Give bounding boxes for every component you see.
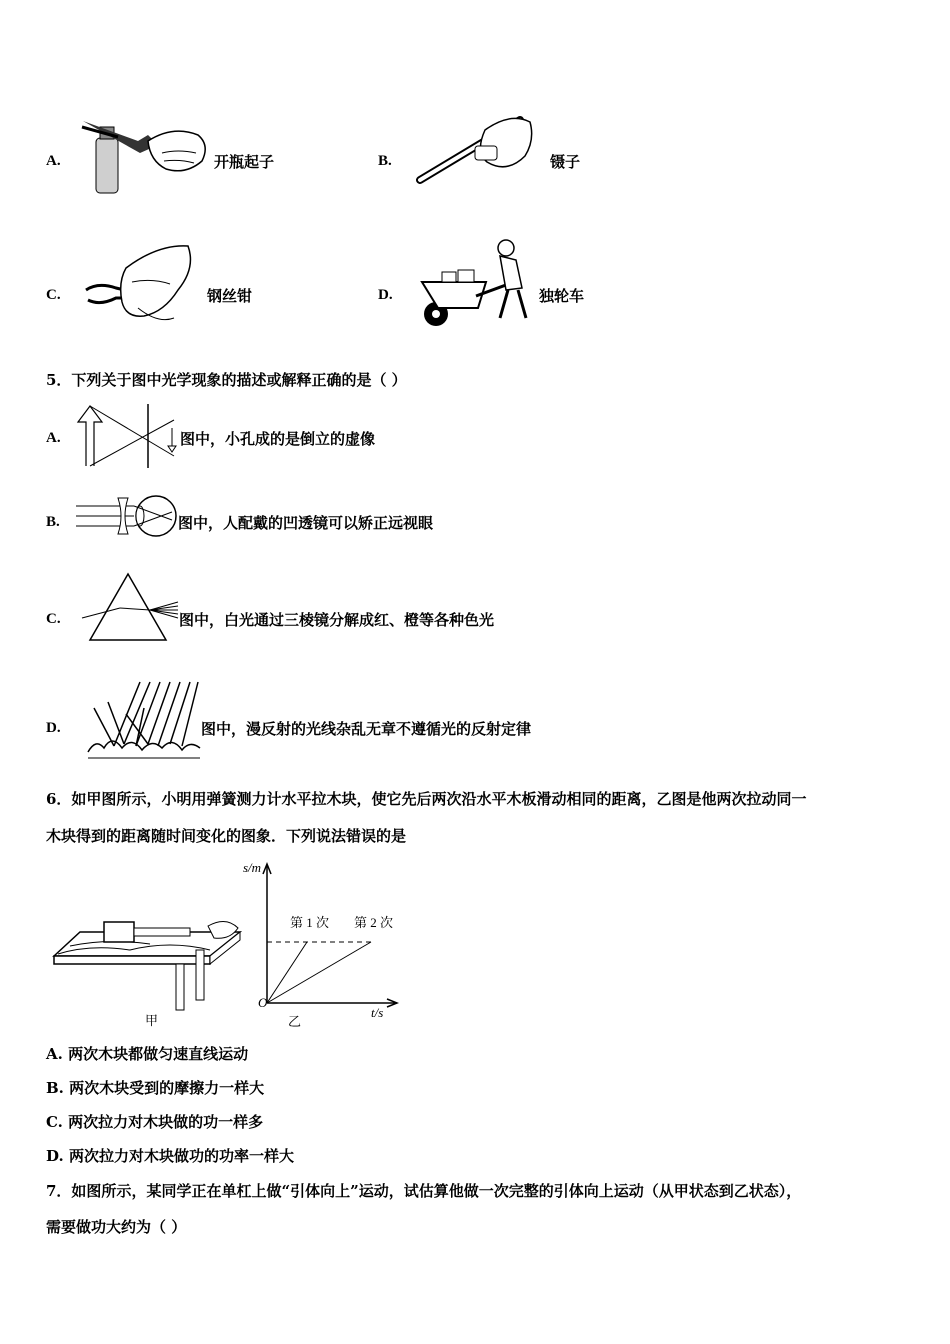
option-text: 镊子 <box>550 153 581 171</box>
q6-option-c <box>46 1113 263 1131</box>
option-text: 独轮车 <box>539 287 585 305</box>
option-letter: D. <box>46 720 61 736</box>
q6-option-a <box>46 1045 248 1063</box>
option-letter: C. <box>46 1113 63 1131</box>
option-text: 两次拉力对木块做的功一样多 <box>68 1113 264 1131</box>
q6-stem-line1: 6．如甲图所示，小明用弹簧测力计水平拉木块，使它先后两次沿水平木板滑动相同的距离，乙图是他两次拉动同一 <box>46 790 807 808</box>
option-letter: B. <box>46 1079 64 1097</box>
option-text: 图中，小孔成的是倒立的虚像 <box>180 430 376 448</box>
bottle-opener-image <box>78 113 213 195</box>
q5-stem: 5．下列关于图中光学现象的描述或解释正确的是（ ） <box>46 371 407 389</box>
option-text: 图中，漫反射的光线杂乱无章不遵循光的反射定律 <box>201 720 532 738</box>
option-letter: A. <box>46 1045 63 1063</box>
pinhole-camera-figure <box>72 402 180 470</box>
option-text: 图中，白光通过三棱镜分解成红、橙等各种色光 <box>179 611 495 629</box>
q6-option-d <box>46 1147 294 1165</box>
y-axis-label: s/m <box>243 860 262 875</box>
concave-lens-eye-figure <box>74 490 178 540</box>
option-letter: C. <box>46 611 61 627</box>
option-letter: D. <box>378 287 393 303</box>
figure-label-yi: 乙 <box>288 1015 302 1030</box>
option-letter: C. <box>46 287 61 303</box>
option-letter: A. <box>46 430 61 446</box>
option-text: 两次木块受到的摩擦力一样大 <box>69 1079 265 1097</box>
line1-label: 第 1 次 <box>290 915 330 930</box>
prism-dispersion-figure <box>78 572 180 644</box>
option-text: 开瓶起子 <box>214 153 275 171</box>
q6-option-b <box>46 1079 264 1097</box>
wheelbarrow-image <box>416 238 541 330</box>
option-text: 图中，人配戴的凹透镜可以矫正远视眼 <box>178 514 434 532</box>
q6-stem-line2: 木块得到的距离随时间变化的图象．下列说法错误的是 <box>46 827 407 845</box>
option-text: 两次木块都做匀速直线运动 <box>68 1045 249 1063</box>
x-axis-label: t/s <box>371 1005 384 1020</box>
pliers-image <box>78 238 198 330</box>
distance-time-graph <box>255 858 405 1023</box>
option-text: 两次拉力对木块做功的功率一样大 <box>68 1147 294 1165</box>
origin-label: O <box>258 995 268 1010</box>
option-letter: B. <box>378 153 392 169</box>
option-letter: D. <box>46 1147 64 1165</box>
q7-stem-line2: 需要做功大约为（ ） <box>46 1218 187 1236</box>
figure-label-jia: 甲 <box>145 1014 159 1029</box>
option-letter: B. <box>46 514 60 530</box>
tweezers-image <box>415 110 535 190</box>
q7-stem-line1: 7．如图所示，某同学正在单杠上做“引体向上”运动，试估算他做一次完整的引体向上运动（从甲状态到乙状态）， <box>46 1182 802 1200</box>
diffuse-reflection-figure <box>86 678 202 764</box>
option-letter: A. <box>46 153 61 169</box>
option-text: 钢丝钳 <box>207 287 253 305</box>
line2-label: 第 2 次 <box>354 915 394 930</box>
